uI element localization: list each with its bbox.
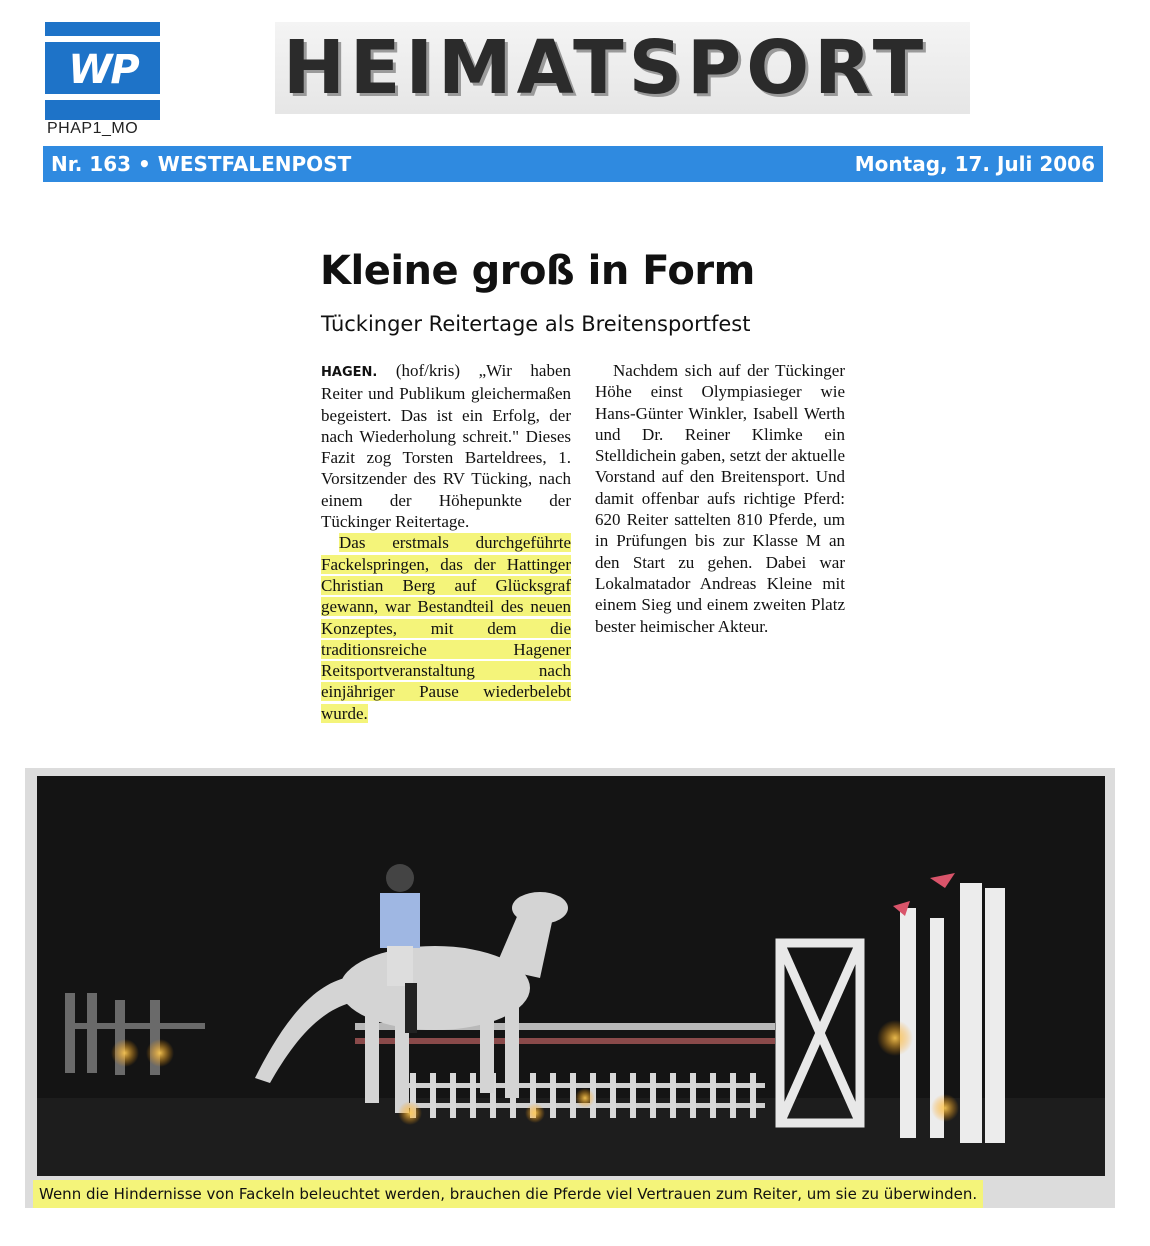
paragraph-3-text: Nachdem sich auf der Tückinger Höhe einst Olympiasieger wie Hans-Günter Winkler, Isabell Werth und Dr. Reiner Klimke ein Stelldichein gaben, setzt der aktuelle Vorstand auf den Breitensport. Und damit offenbar aufs richtige Pferd: 620 Reiter sattelten 810 Pferde, um in Prüfungen bis zur Klasse M an den Start zu gehen. Dabei war Lokalmatador Andreas Kleine mit einem Sieg und einem zweiten Platz bester heimischer Akteur. (595, 361, 845, 636)
article-headline: Kleine groß in Form (320, 248, 755, 294)
section-title-banner (275, 22, 970, 114)
issue-date: Montag, 17. Juli 2006 (854, 152, 1095, 176)
section-title: HEIMATSPORT (283, 25, 929, 111)
article-subheadline: Tückinger Reitertage als Breitensportfest (321, 312, 751, 336)
paragraph-2 (321, 532, 571, 724)
wp-logo (45, 22, 160, 120)
issue-bar (43, 146, 1103, 182)
paragraph-3 (595, 360, 845, 637)
highlighted-text: Das erstmals durchgeführte Fackelspringen, das der Hattinger Christian Berg auf Glücksgraf gewann, war Bestandteil des neuen Konzeptes, mit dem die traditionsreiche Hagener Reitsportveranstaltung nach einjähriger Pause wiederbelebt wurde. (321, 533, 571, 723)
dateline: HAGEN. (321, 365, 378, 380)
article-column-2 (595, 360, 845, 637)
issue-line: Nr. 163 • WESTFALENPOST (51, 152, 352, 176)
night-show-jumping-photo (25, 768, 1115, 1208)
article-column-1 (321, 360, 571, 724)
paragraph-1 (321, 360, 571, 532)
paragraph-1-text: (hof/kris) „Wir haben Reiter und Publikum gleichermaßen begeistert. Das ist ein Erfolg, der nach Wiederholung schreit." Dieses Fazit zog Torsten Barteldrees, 1. Vorsitzender des RV Tücking, nach einem der Höhepunkte der Tückinger Reitertage. (321, 361, 571, 532)
logo-text: WP (68, 47, 138, 93)
news-photo (25, 768, 1115, 1208)
page-code: PHAP1_MO (47, 120, 139, 137)
photo-caption: Wenn die Hindernisse von Fackeln beleuchtet werden, brauchen die Pferde viel Vertrauen zum Reiter, um sie zu überwinden. (33, 1180, 983, 1208)
